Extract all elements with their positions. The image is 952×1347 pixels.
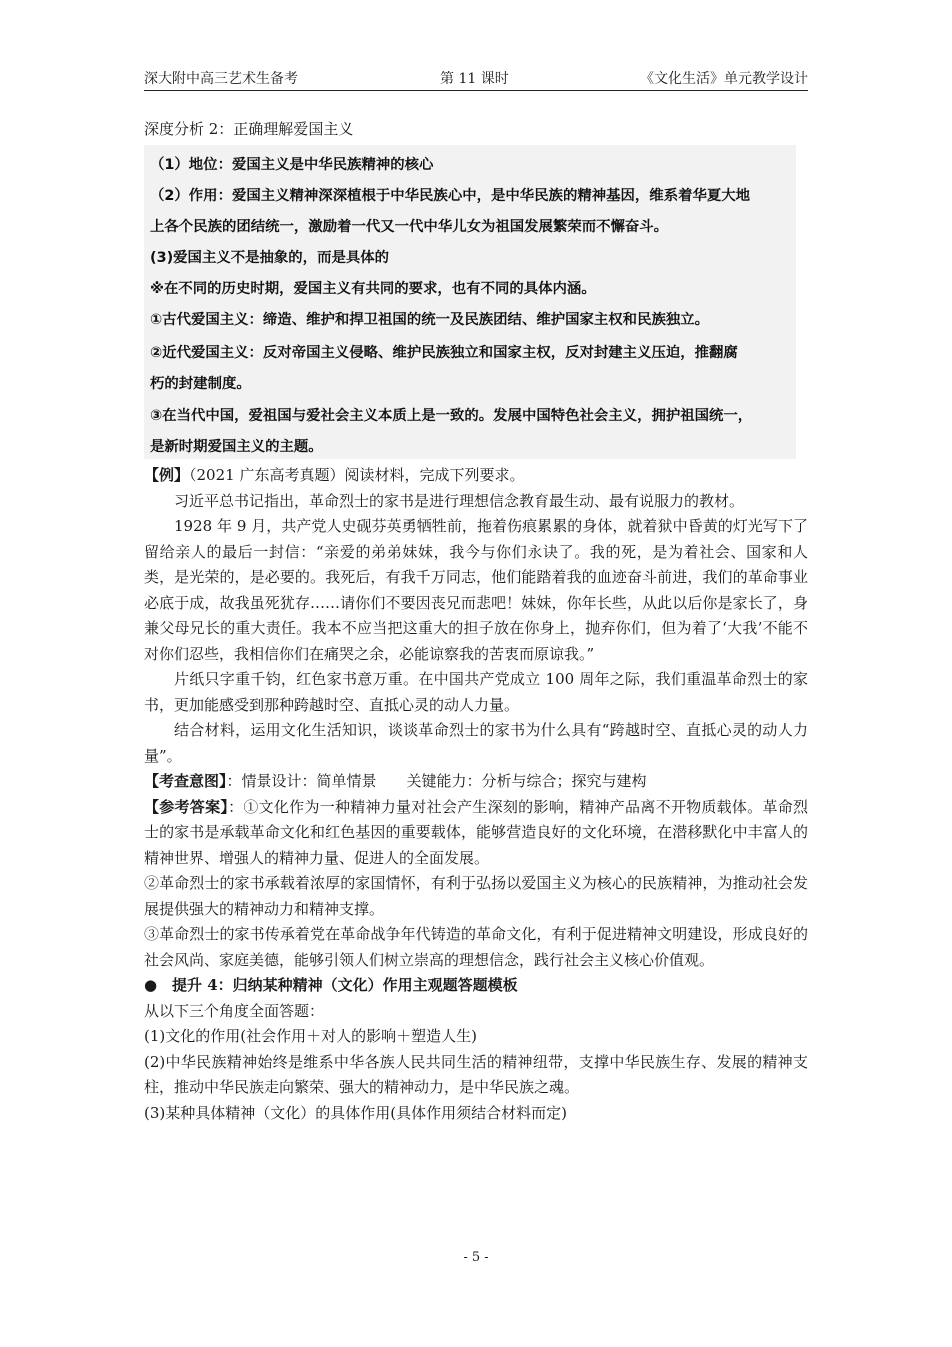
screenshot-line: ①古代爱国主义：缔造、维护和捍卫祖国的统一及民族团结、维护国家主权和民族独立。 bbox=[150, 312, 710, 328]
example-paragraph: 习近平总书记指出，革命烈士的家书是进行理想信念教育最生动、最有说服力的教材。 bbox=[174, 491, 745, 510]
header-right: 《文化生活》单元教学设计 bbox=[640, 71, 808, 87]
tip-item: (2)中华民族精神始终是维系中华各族人民共同生活的精神纽带，支撑中华民族生存、发展的精神支柱，推动中华民族走向繁荣、强大的精神动力，是中华民族之魂。 bbox=[144, 1052, 808, 1096]
header-center: 第 11 课时 bbox=[440, 71, 509, 87]
screenshot-line: ③在当代中国，爱祖国与爱社会主义本质上是一致的。发展中国特色社会主义，拥护祖国统一， bbox=[150, 408, 753, 424]
example-paragraph: 1928 年 9 月，共产党人史砚芬英勇牺牲前，拖着伤痕累累的身体，就着狱中昏黄的灯光写下了留给亲人的最后一封信：“亲爱的弟弟妹妹，我今与你们永诀了。我的死，是为着社会、国家和人类，是光荣的，是必要的。我死后，有我千万同志，他们能踏着我的血迹奋斗前进，我们的革命事业必底于成，故我虽死犹存……请你们不要因丧兄而悲吧！妹妹，你年长些，从此以后你是家长了，身兼父母兄长的重大责任。我本不应当把这重大的担子放在你身上，抛弃你们，但为着了‘大我’不能不对你们忍些，我相信你们在痛哭之余，必能谅察我的苦衷而原谅我。” bbox=[144, 517, 808, 663]
bullet-icon: ● bbox=[144, 976, 158, 994]
page-header bbox=[144, 68, 808, 91]
tip-item: (3)某种具体精神（文化）的具体作用(具体作用须结合材料而定) bbox=[144, 1103, 567, 1122]
screenshot-line: (3)爱国主义不是抽象的，而是具体的 bbox=[150, 250, 390, 266]
example-paragraph: 片纸只字重千钧，红色家书意万重。在中国共产党成立 100 周年之际，我们重温革命烈士的家书，更加能感受到那种跨越时空、直抵心灵的动人力量。 bbox=[144, 670, 808, 714]
answer-1 bbox=[144, 795, 808, 872]
answer-2: ②革命烈士的家书承载着浓厚的家国情怀，有利于弘扬以爱国主义为核心的民族精神，为推动社会发展提供强大的精神动力和精神支撑。 bbox=[144, 874, 808, 918]
section-title: 深度分析 2：正确理解爱国主义 bbox=[144, 120, 354, 138]
screenshot-line: 朽的封建制度。 bbox=[150, 376, 251, 392]
screenshot-line: ②近代爱国主义：反对帝国主义侵略、维护民族独立和国家主权，反对封建主义压迫，推翻腐 bbox=[150, 345, 738, 361]
screenshot-line: 是新时期爱国主义的主题。 bbox=[150, 439, 323, 455]
document-body bbox=[144, 463, 808, 1126]
page-number: - 5 - bbox=[463, 1250, 489, 1265]
embedded-screenshot bbox=[144, 145, 796, 459]
header-left: 深大附中高三艺术生备考 bbox=[144, 71, 298, 87]
example-source: （2021 广东高考真题）阅读材料，完成下列要求。 bbox=[189, 466, 525, 484]
intent-line bbox=[144, 769, 808, 795]
tip-heading bbox=[144, 973, 808, 999]
intent-text: ：情景设计：简单情景 关键能力：分析与综合；探究与建构 bbox=[226, 772, 647, 790]
tip-item: (1)文化的作用(社会作用＋对人的影响＋塑造人生) bbox=[144, 1027, 477, 1045]
answer-3: ③革命烈士的家书传承着党在革命战争年代铸造的革命文化，有利于促进精神文明建设，形成良好的社会风尚、家庭美德，能够引领人们树立崇高的理想信念，践行社会主义核心价值观。 bbox=[144, 925, 808, 969]
answer-tag: 【参考答案】 bbox=[144, 797, 229, 816]
screenshot-line: （2）作用：爱国主义精神深深植根于中华民族心中，是中华民族的精神基因，维系着华夏大地 bbox=[150, 188, 751, 204]
intent-tag: 【考查意图】 bbox=[144, 772, 227, 790]
answer-text: ：①文化作为一种精神力量对社会产生深刻的影响，精神产品离不开物质载体。革命烈士的家书是承载革命文化和红色基因的重要载体，能够营造良好的文化环境，在潜移默化中丰富人的精神世界、增强人的精神力量、促进人的全面发展。 bbox=[144, 797, 808, 867]
screenshot-line: 上各个民族的团结统一，激励着一代又一代中华儿女为祖国发展繁荣而不懈奋斗。 bbox=[150, 219, 669, 235]
tip-title: 提升 4：归纳某种精神（文化）作用主观题答题模板 bbox=[172, 976, 518, 994]
screenshot-line: ※在不同的历史时期，爱国主义有共同的要求，也有不同的具体内涵。 bbox=[150, 281, 596, 297]
tip-intro: 从以下三个角度全面答题： bbox=[144, 1001, 325, 1020]
example-tag: 【例】 bbox=[144, 466, 190, 484]
screenshot-line: （1）地位：爱国主义是中华民族精神的核心 bbox=[150, 157, 434, 173]
example-question: 结合材料，运用文化生活知识，谈谈革命烈士的家书为什么具有“跨越时空、直抵心灵的动人力量”。 bbox=[144, 721, 808, 765]
example-heading bbox=[144, 463, 808, 489]
